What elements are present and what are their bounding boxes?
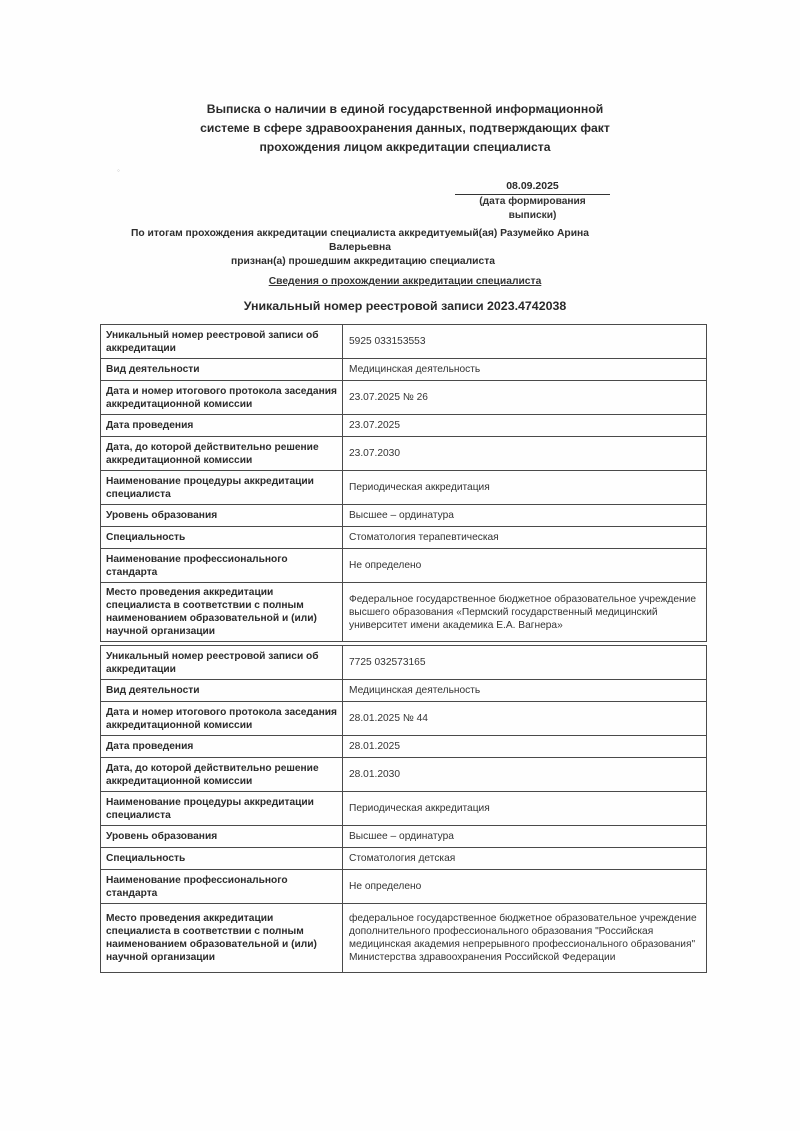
venue-value: Федеральное государственное бюджетное образовательное учреждение высшего образования «Пермский государственный медицинский университет имени академика Е.А. Вагнера» [343,583,707,642]
table-row [101,792,707,826]
valid-until-value: 28.01.2030 [343,758,707,792]
row-label: Наименование профессионального стандарта [101,549,343,583]
activity-type-value: Медицинская деятельность [343,359,707,381]
education-level-value: Высшее – ординатура [343,505,707,527]
table-row [101,758,707,792]
table-row [101,505,707,527]
row-label: Наименование процедуры аккредитации специалиста [101,792,343,826]
document-title [150,100,660,157]
table-row [101,702,707,736]
row-label: Уникальный номер реестровой записи об аккредитации [101,325,343,359]
row-label: Дата проведения [101,736,343,758]
row-label: Уровень образования [101,826,343,848]
professional-standard-value: Не определено [343,870,707,904]
table-row [101,826,707,848]
valid-until-value: 23.07.2030 [343,437,707,471]
table-row [101,646,707,680]
specialty-value: Стоматология терапевтическая [343,527,707,549]
row-label: Дата, до которой действительно решение аккредитационной комиссии [101,437,343,471]
row-label: Наименование процедуры аккредитации специалиста [101,471,343,505]
table-row [101,583,707,642]
row-label: Наименование профессионального стандарта [101,870,343,904]
education-level-value: Высшее – ординатура [343,826,707,848]
table-row [101,527,707,549]
venue-value: федеральное государственное бюджетное образовательное учреждение дополнительного профессионального образования "Российская медицинская академия непрерывного профессионального образования" Министерства здравоохранения Российской Федерации [343,904,707,973]
row-label: Уровень образования [101,505,343,527]
row-label: Вид деятельности [101,359,343,381]
table-row [101,680,707,702]
row-label: Дата и номер итогового протокола заседания аккредитационной комиссии [101,381,343,415]
row-label: Место проведения аккредитации специалиста в соответствии с полным наименованием образовательной и (или) научной организации [101,583,343,642]
registry-number-value: 7725 032573165 [343,646,707,680]
date-held-value: 28.01.2025 [343,736,707,758]
table-row [101,437,707,471]
accreditation-result [100,227,620,269]
row-label: Дата, до которой действительно решение аккредитационной комиссии [101,758,343,792]
table-row [101,415,707,437]
professional-standard-value: Не определено [343,549,707,583]
row-label: Вид деятельности [101,680,343,702]
protocol-value: 28.01.2025 № 44 [343,702,707,736]
result-line: По итогам прохождения аккредитации специалиста аккредитуемый(ая) Разумейко Арина Валерьевна [130,228,589,253]
title-line: прохождения лицом аккредитации специалиста [259,140,551,154]
row-label: Уникальный номер реестровой записи об аккредитации [101,646,343,680]
protocol-value: 23.07.2025 № 26 [343,381,707,415]
title-line: системе в сфере здравоохранения данных, подтверждающих факт [200,121,610,135]
row-label: Дата и номер итогового протокола заседания аккредитационной комиссии [101,702,343,736]
registry-number-value: 5925 033153553 [343,325,707,359]
formation-date: 08.09.2025 [455,180,610,195]
registry-number-title: Уникальный номер реестровой записи 2023.4742038 [243,299,567,313]
table-row [101,736,707,758]
title-line: Выписка о наличии в единой государственной информационной [206,102,604,116]
specialty-value: Стоматология детская [343,848,707,870]
formation-date-block [455,180,610,223]
procedure-name-value: Периодическая аккредитация [343,471,707,505]
section-title: Сведения о прохождении аккредитации специалиста [268,276,542,287]
table-row [101,549,707,583]
procedure-name-value: Периодическая аккредитация [343,792,707,826]
row-label: Дата проведения [101,415,343,437]
scan-artifact: ◦ [117,166,120,175]
row-label: Место проведения аккредитации специалиста в соответствии с полным наименованием образовательной и (или) научной организации [101,904,343,973]
accreditation-record-table [100,645,707,973]
table-row [101,325,707,359]
table-row [101,359,707,381]
row-label: Специальность [101,527,343,549]
table-row [101,848,707,870]
table-row [101,904,707,973]
accreditation-record-table [100,324,707,642]
table-row [101,870,707,904]
date-held-value: 23.07.2025 [343,415,707,437]
table-row [101,381,707,415]
activity-type-value: Медицинская деятельность [343,680,707,702]
result-line: признан(а) прошедшим аккредитацию специалиста [230,256,496,267]
row-label: Специальность [101,848,343,870]
table-row [101,471,707,505]
formation-date-caption: (дата формирования выписки) [479,196,586,221]
